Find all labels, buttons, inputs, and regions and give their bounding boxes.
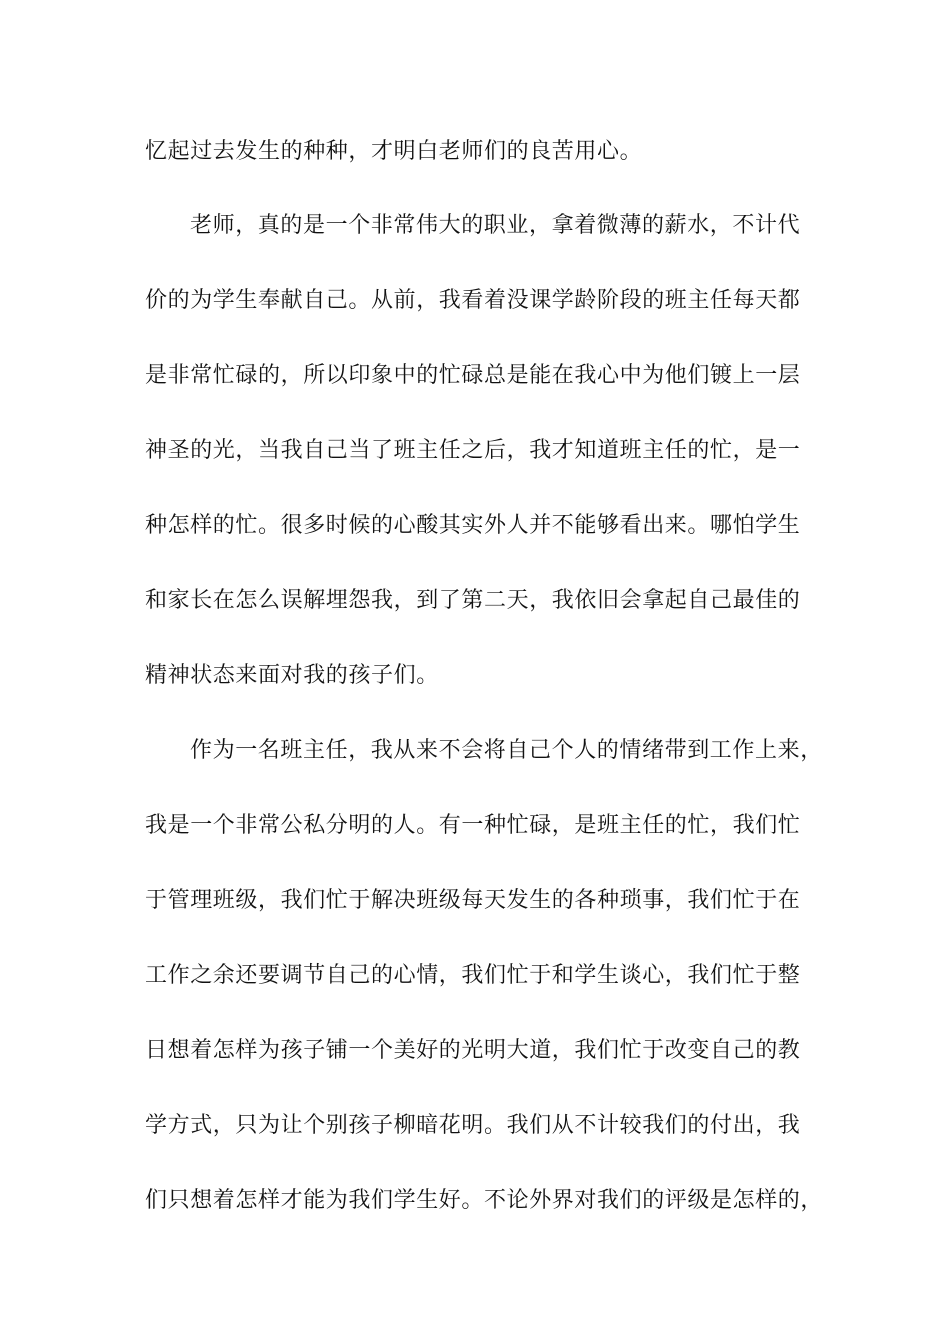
text-line: 我是一个非常公私分明的人。有一种忙碌，是班主任的忙，我们忙 (145, 813, 801, 838)
text-line: 老师，真的是一个非常伟大的职业，拿着微薄的薪水，不计代 (190, 213, 801, 238)
text-line: 日想着怎样为孩子铺一个美好的光明大道，我们忙于改变自己的教 (145, 1038, 801, 1063)
text-line: 忆起过去发生的种种，才明白老师们的良苦用心。 (145, 139, 643, 164)
text-line: 于管理班级，我们忙于解决班级每天发生的各种琐事，我们忙于在 (145, 888, 801, 913)
text-line: 种怎样的忙。很多时候的心酸其实外人并不能够看出来。哪怕学生 (145, 513, 801, 538)
text-line: 价的为学生奉献自己。从前，我看着没课学龄阶段的班主任每天都 (145, 288, 801, 313)
text-line: 们只想着怎样才能为我们学生好。不论外界对我们的评级是怎样的， (145, 1188, 824, 1213)
text-line: 是非常忙碌的，所以印象中的忙碌总是能在我心中为他们镀上一层 (145, 363, 801, 388)
text-line: 和家长在怎么误解埋怨我，到了第二天，我依旧会拿起自己最佳的 (145, 588, 801, 613)
text-line: 精神状态来面对我的孩子们。 (145, 663, 439, 688)
text-line: 学方式，只为让个别孩子柳暗花明。我们从不计较我们的付出，我 (145, 1113, 801, 1138)
text-line: 神圣的光，当我自己当了班主任之后，我才知道班主任的忙，是一 (145, 438, 801, 463)
text-line: 工作之余还要调节自己的心情，我们忙于和学生谈心，我们忙于整 (145, 963, 801, 988)
text-line: 作为一名班主任，我从来不会将自己个人的情绪带到工作上来， (190, 738, 823, 763)
